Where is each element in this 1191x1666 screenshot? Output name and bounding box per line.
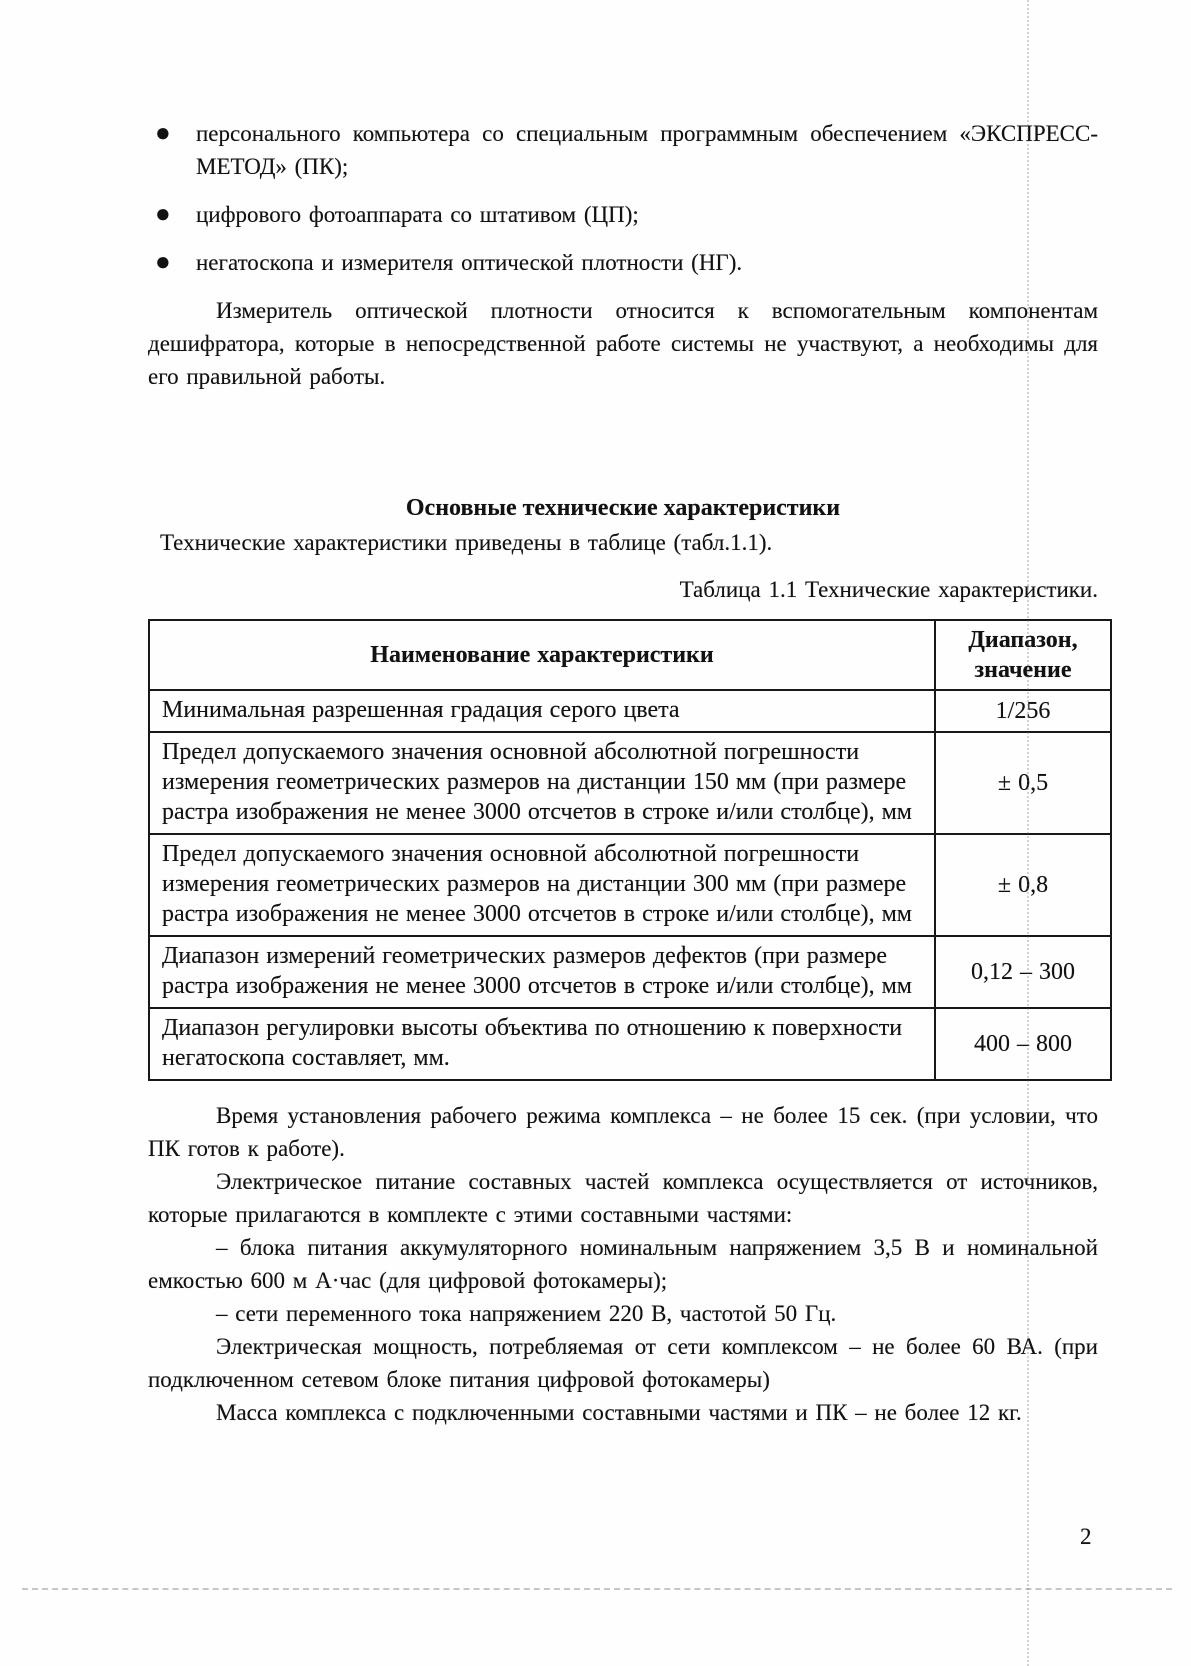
- characteristic-name: Диапазон измерений геометрических размеров дефектов (при размере растра изображения не менее 3000 отсчетов в строке и/или столбце), мм: [149, 936, 935, 1008]
- table-row: [149, 936, 1111, 1008]
- bullet-item-camera: [148, 198, 1098, 231]
- body-paragraph-dash-item: – сети переменного тока напряжением 220 В, частотой 50 Гц.: [216, 1301, 837, 1326]
- table-header-row: [149, 620, 1111, 690]
- component-bullet-list: [148, 117, 1098, 279]
- bullet-item-text: персонального компьютера со специальным программным обеспечением «ЭКСПРЕСС-МЕТОД» (ПК);: [196, 121, 1098, 179]
- table-caption: Таблица 1.1 Технические характеристики.: [679, 577, 1098, 602]
- section-heading: Основные технические характеристики: [405, 495, 841, 521]
- bullet-item-text: негатоскопа и измерителя оптической плотности (НГ).: [196, 250, 743, 275]
- bullet-dot-icon: ●: [155, 247, 171, 276]
- characteristic-value: 1/256: [935, 690, 1111, 732]
- table-row: [149, 690, 1111, 732]
- page-number: 2: [1080, 1524, 1092, 1549]
- lead-sentence: Технические характеристики приведены в таблице (табл.1.1).: [160, 530, 773, 555]
- table-header-name: Наименование характеристики: [149, 620, 935, 690]
- characteristic-value: ± 0,8: [935, 834, 1111, 936]
- characteristic-name: Предел допускаемого значения основной абсолютной погрешности измерения геометрических размеров на дистанции 300 мм (при размере растра изображения не менее 3000 отсчетов в строке и/или столбце), мм: [149, 834, 935, 936]
- bullet-dot-icon: ●: [155, 118, 171, 147]
- body-paragraph: Время установления рабочего режима комплекса – не более 15 сек. (при условии, что ПК готов к работе).: [148, 1103, 1098, 1161]
- characteristic-name: Предел допускаемого значения основной абсолютной погрешности измерения геометрических размеров на дистанции 150 мм (при размере растра изображения не менее 3000 отсчетов в строке и/или столбце), мм: [149, 732, 935, 834]
- body-paragraph: Электрическая мощность, потребляемая от сети комплексом – не более 60 ВА. (при подключенном сетевом блоке питания цифровой фотокамеры): [148, 1334, 1098, 1392]
- bullet-dot-icon: ●: [155, 199, 171, 228]
- characteristics-table: [148, 619, 1112, 1081]
- intro-paragraph: Измеритель оптической плотности относится к вспомогательным компонентам дешифратора, которые в непосредственной работе системы не участвуют, а необходимы для его правильной работы.: [148, 298, 1098, 389]
- bullet-item-pc: [148, 117, 1098, 183]
- page-content: [148, 0, 1098, 1429]
- body-paragraph: Масса комплекса с подключенными составными частями и ПК – не более 12 кг.: [216, 1400, 1022, 1425]
- characteristic-value: ± 0,5: [935, 732, 1111, 834]
- bullet-item-negatoscope: [148, 246, 1098, 279]
- body-paragraph-dash-item: – блока питания аккумуляторного номинальным напряжением 3,5 В и номинальной емкостью 600 м А·час (для цифровой фотокамеры);: [148, 1235, 1098, 1293]
- table-row: [149, 834, 1111, 936]
- body-paragraph: Электрическое питание составных частей комплекса осуществляется от источников, которые прилагаются в комплекте с этими составными частями:: [148, 1169, 1098, 1227]
- table-row: [149, 1008, 1111, 1080]
- table-header-value: Диапазон, значение: [935, 620, 1111, 690]
- characteristic-name: Минимальная разрешенная градация серого цвета: [149, 690, 935, 732]
- bullet-item-text: цифрового фотоаппарата со штативом (ЦП);: [196, 202, 639, 227]
- scan-artifact-bottom-line: [22, 1588, 1172, 1590]
- characteristic-name: Диапазон регулировки высоты объектива по отношению к поверхности негатоскопа составляет, мм.: [149, 1008, 935, 1080]
- table-row: [149, 732, 1111, 834]
- characteristic-value: 400 – 800: [935, 1008, 1111, 1080]
- characteristic-value: 0,12 – 300: [935, 936, 1111, 1008]
